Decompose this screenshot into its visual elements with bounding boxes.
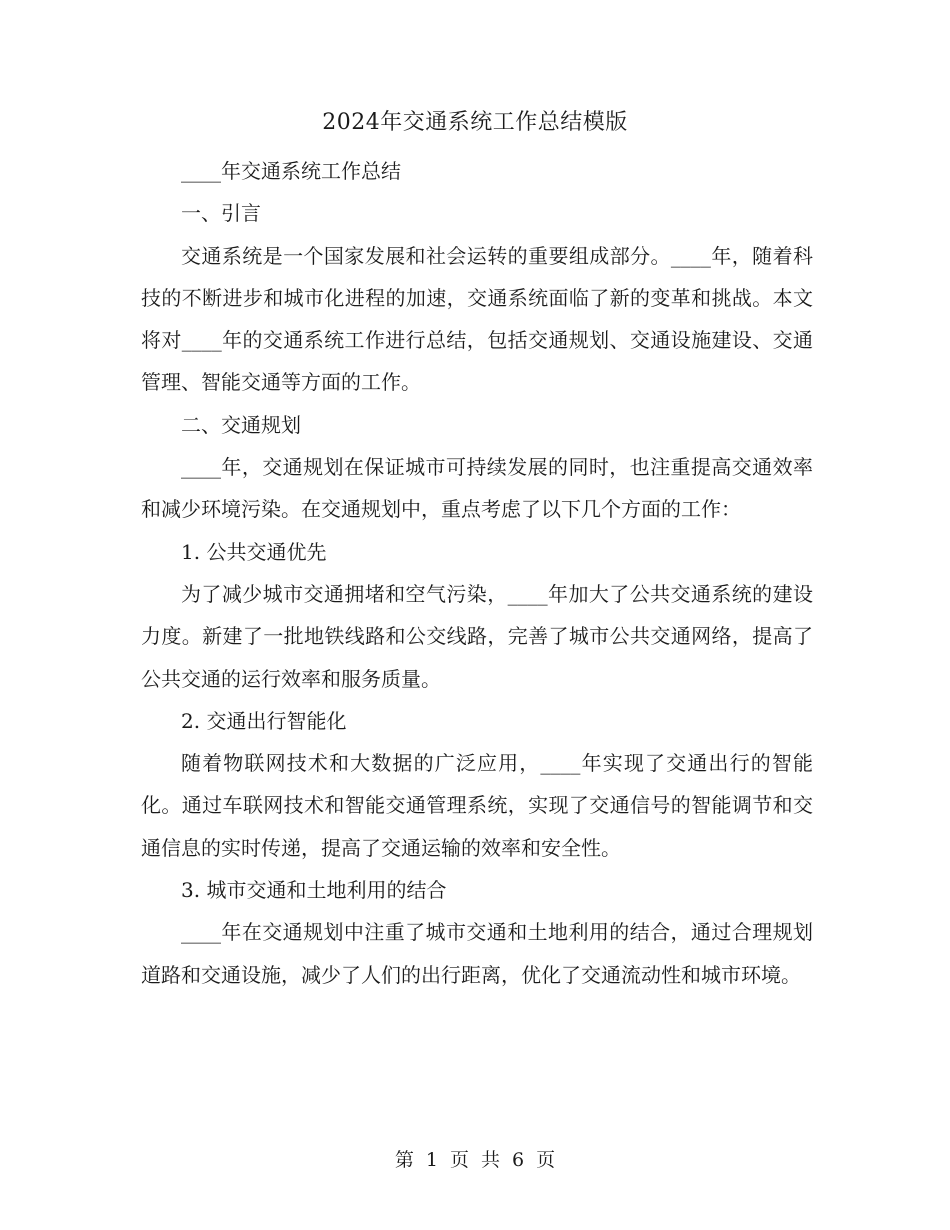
section-heading-intro: 一、引言 (181, 201, 261, 226)
section-heading-planning: 二、交通规划 (181, 412, 301, 437)
paragraph-planning: ____年，交通规划在保证城市可持续发展的同时，也注重提高交通效率和减少环境污染。在交通规划中，重点考虑了以下几个方面的工作： (141, 455, 813, 522)
paragraph-public-transit: 为了减少城市交通拥堵和空气污染，____年加大了公共交通系统的建设力度。新建了一批地铁线路和公交线路，完善了城市公共交通网络，提高了公共交通的运行效率和服务质量。 (141, 581, 813, 691)
paragraph-intro: 交通系统是一个国家发展和社会运转的重要组成部分。____年，随着科技的不断进步和城市化进程的加速，交通系统面临了新的变革和挑战。本文将对____年的交通系统工作进行总结，包括交通规划、交通设施建设、交通管理、智能交通等方面的工作。 (141, 243, 813, 395)
subheading-land-use: 3. 城市交通和土地利用的结合 (181, 878, 447, 903)
paragraph-land-use: ____年在交通规划中注重了城市交通和土地利用的结合，通过合理规划道路和交通设施，减少了人们的出行距离，优化了交通流动性和城市环境。 (141, 920, 813, 987)
subheading-public-transit: 1. 公共交通优先 (181, 539, 327, 564)
doc-subtitle: ____年交通系统工作总结 (181, 159, 401, 183)
subheading-smart-travel: 2. 交通出行智能化 (181, 708, 347, 733)
document-body (141, 150, 813, 996)
document-title: 2024年交通系统工作总结模版 (322, 110, 628, 135)
page-footer: 第 1 页 共 6 页 (394, 1149, 556, 1171)
paragraph-smart-travel: 随着物联网技术和大数据的广泛应用，____年实现了交通出行的智能化。通过车联网技术和智能交通管理系统，实现了交通信号的智能调节和交通信息的实时传递，提高了交通运输的效率和安全性。 (141, 751, 813, 860)
